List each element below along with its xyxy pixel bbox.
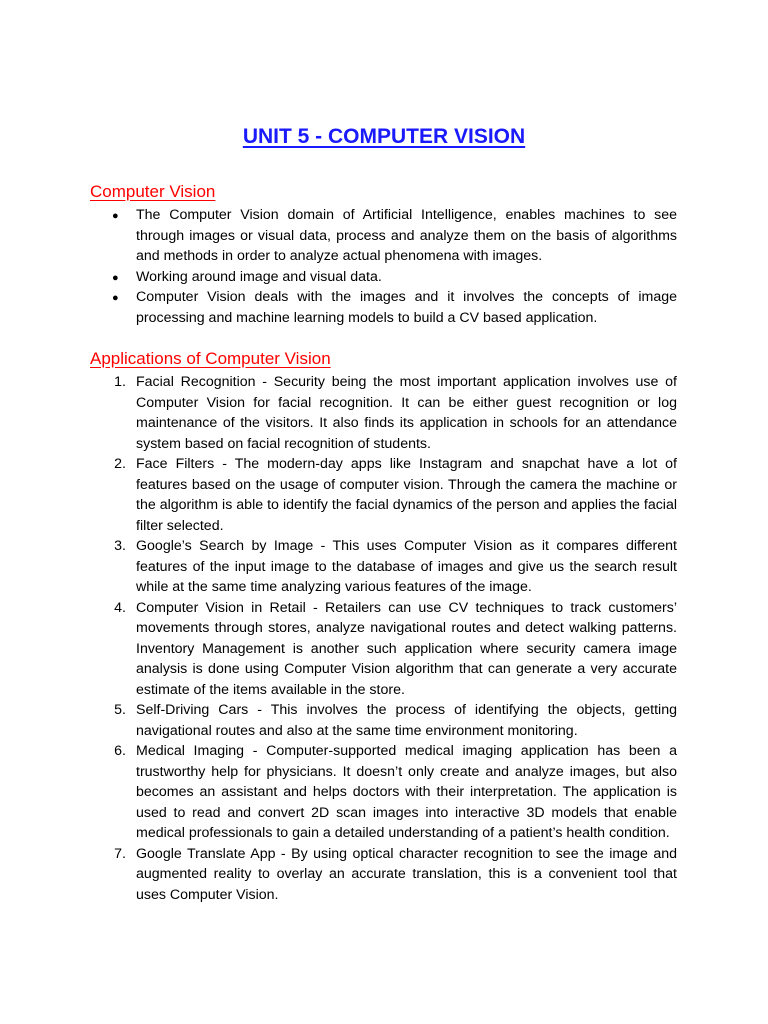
section-heading-applications: Applications of Computer Vision xyxy=(90,349,331,368)
computer-vision-bullet-list xyxy=(90,205,677,328)
bullet-marker: ● xyxy=(112,271,119,284)
list-number: 5. xyxy=(114,702,126,718)
list-item xyxy=(90,287,677,328)
list-number: 4. xyxy=(114,599,126,616)
list-number: 6. xyxy=(114,743,126,759)
list-number: 3. xyxy=(114,538,126,554)
list-item xyxy=(90,741,677,844)
bullet-marker: ● xyxy=(112,210,119,222)
list-item xyxy=(90,598,677,701)
list-item-text: Google Translate App - By using optical character recognition to see the image and augmented reality to overlay an accurate translation, this is a convenient tool that uses Computer Vision. xyxy=(136,845,677,903)
list-item xyxy=(90,454,677,536)
list-number: 2. xyxy=(114,456,126,472)
list-item xyxy=(90,536,677,598)
list-item-text: Self-Driving Cars - This involves the process of identifying the objects, getting navigational routes and also at the same time environment monitoring. xyxy=(136,702,677,739)
list-item-text: Computer Vision in Retail - Retailers can use CV techniques to track customers’ movements through stores, analyze navigational routes and detect walking patterns. Inventory Management is another such application where security camera image analysis is done using Computer Vision algorithm that can generate a very accurate estimate of the items available in the store. xyxy=(136,599,677,698)
list-item xyxy=(90,267,677,288)
applications-numbered-list xyxy=(90,372,677,905)
list-item xyxy=(90,844,677,906)
list-item-text: Medical Imaging - Computer-supported medical imaging application has been a trustworthy help for physicians. It doesn’t only create and analyze images, but also becomes an assistant and helps doctors with their interpretation. The application is used to read and convert 2D scan images into interactive 3D models that enable medical professionals to gain a detailed understanding of a patient’s health condition. xyxy=(136,743,677,841)
bullet-marker: ● xyxy=(112,292,119,304)
list-item xyxy=(90,205,677,267)
list-item xyxy=(90,700,677,741)
section-heading-computer-vision: Computer Vision xyxy=(90,182,216,201)
list-item-text: Working around image and visual data. xyxy=(136,268,382,285)
list-item xyxy=(90,372,677,454)
list-number: 7. xyxy=(114,845,126,862)
list-item-text: Google’s Search by Image - This uses Computer Vision as it compares different features of the input image to the database of images and give us the search result while at the same time analyzing various features of the image. xyxy=(136,538,677,595)
list-item-text: Computer Vision deals with the images and it involves the concepts of image processing and machine learning models to build a CV based application. xyxy=(136,289,677,326)
list-item-text: Face Filters - The modern-day apps like Instagram and snapchat have a lot of features based on the usage of computer vision. Through the camera the machine or the algorithm is able to identify the facial dynamics of the person and applies the facial filter selected. xyxy=(136,456,677,534)
list-item-text: Facial Recognition - Security being the most important application involves use of Computer Vision for facial recognition. It can be either guest recognition or log maintenance of the visitors. It also finds its application in schools for an attendance system based on facial recognition of students. xyxy=(136,374,677,452)
page-title: UNIT 5 - COMPUTER VISION xyxy=(242,125,526,148)
list-number: 1. xyxy=(114,374,126,390)
list-item-text: The Computer Vision domain of Artificial Intelligence, enables machines to see through images or visual data, process and analyze them on the basis of algorithms and methods in order to analyze actual phenomena with images. xyxy=(136,207,677,264)
